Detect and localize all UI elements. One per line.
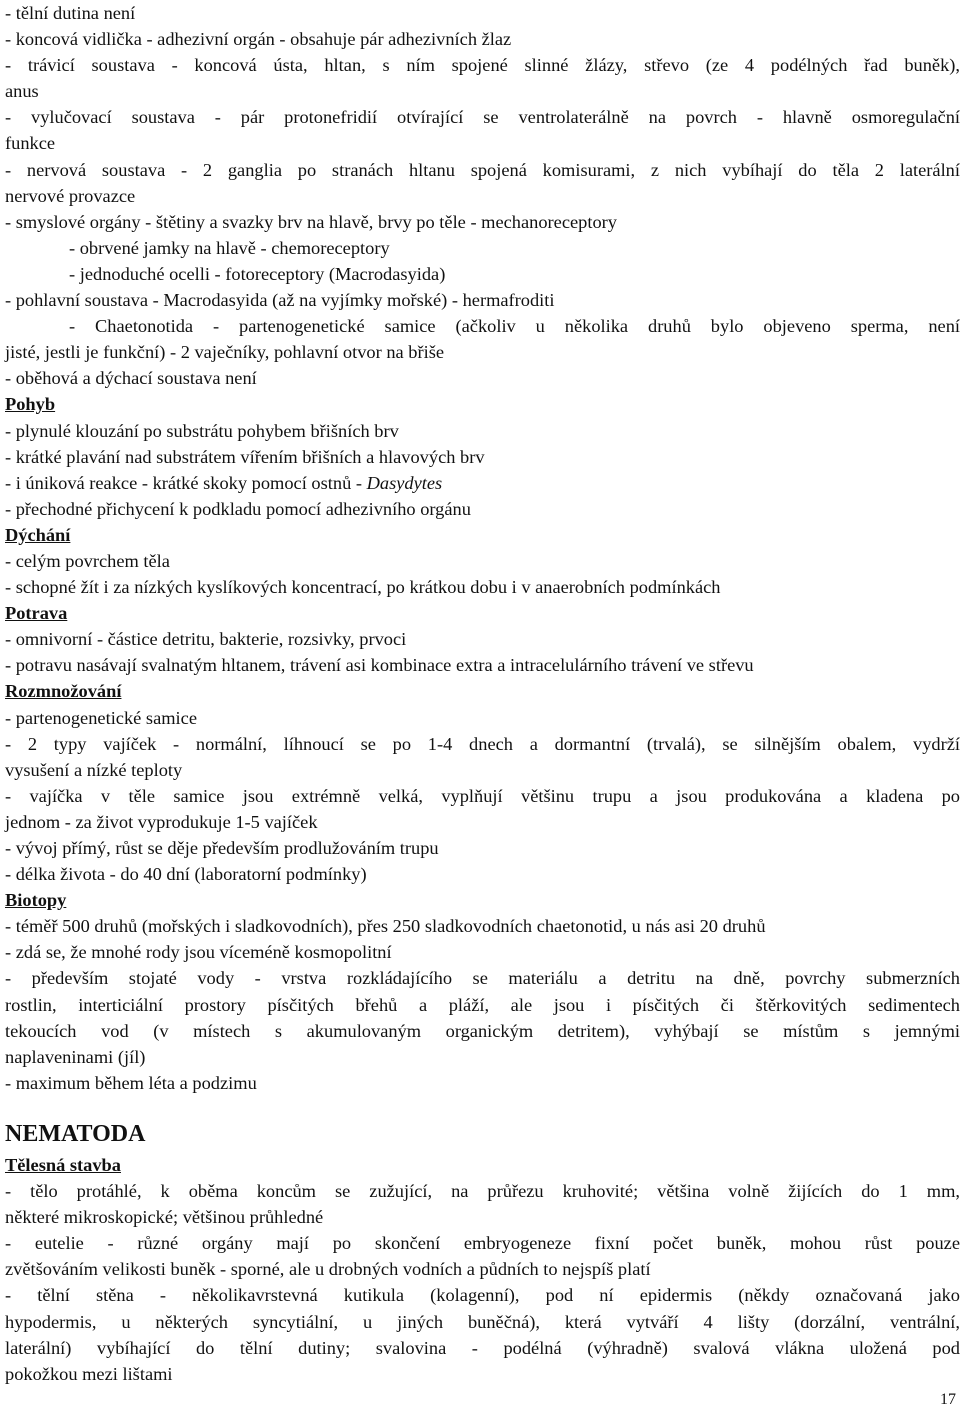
section-heading-potrava: Potrava <box>5 603 68 624</box>
text-line: - schopné žít i za nízkých kyslíkových koncentrací, po krátkou dobu i v anaerobních podmínkách <box>5 577 721 598</box>
text-line: - délka života - do 40 dní (laboratorní podmínky) <box>5 864 367 885</box>
text-line: - přechodné přichycení k podkladu pomocí adhezivního orgánu <box>5 498 471 519</box>
text-line: laterální) vybíhající do tělní dutiny; svalovina - podélná (výhradně) svalová vlákna uložená pod <box>5 1337 960 1358</box>
text-span: - i úniková reakce - krátké skoky pomocí ostnů - <box>5 472 367 493</box>
text-line: - především stojaté vody - vrstva rozkládajícího se materiálu a detritu na dně, povrchy submerzních <box>5 968 960 989</box>
text-line: - obrvené jamky na hlavě - chemoreceptory <box>69 237 390 258</box>
text-line: - potravu nasávají svalnatým hltanem, trávení asi kombinace extra a intracelulárního trávení ve střevu <box>5 655 754 676</box>
text-line: některé mikroskopické; většinou průhledné <box>5 1207 324 1228</box>
text-line: - téměř 500 druhů (mořských i sladkovodních), přes 250 sladkovodních chaetonotid, u nás asi 20 druhů <box>5 916 766 937</box>
text-line: vysušení a nízké teploty <box>5 759 183 780</box>
text-line: - vajíčka v těle samice jsou extrémně velká, vyplňují většinu trupu a jsou produkována a kladena po <box>5 785 960 806</box>
section-heading-dychani: Dýchání <box>5 524 71 545</box>
text-line: - omnivorní - částice detritu, bakterie, rozsivky, prvoci <box>5 629 407 650</box>
text-line: - trávicí soustava - koncová ústa, hltan, s ním spojené slinné žlázy, střevo (ze 4 podélných řad buněk), <box>5 55 960 76</box>
text-line: - tělo protáhlé, k oběma koncům se zužující, na průřezu kruhovité; většina volně žijících do 1 mm, <box>5 1181 960 1202</box>
text-line: pokožkou mezi lištami <box>5 1363 173 1384</box>
text-line: jisté, jestli je funkční) - 2 vaječníky, pohlavní otvor na břiše <box>5 342 445 363</box>
text-line: - vylučovací soustava - pár protonefridií otvírající se ventrolaterálně na povrch - hlavně osmoregulační <box>5 107 960 128</box>
text-line: hypodermis, u některých syncytiální, u jiných buněčná), která vytváří 4 lišty (dorzální, ventrální, <box>5 1311 960 1332</box>
text-line: - pohlavní soustava - Macrodasyida (až na vyjímky mořské) - hermafroditi <box>5 290 555 311</box>
text-line: - oběhová a dýchací soustava není <box>5 368 257 389</box>
text-line: - koncová vidlička - adhezivní orgán - obsahuje pár adhezivních žlaz <box>5 29 512 50</box>
text-line: - Chaetonotida - partenogenetické samice (ačkoliv u několika druhů bylo objeveno sperma, není <box>69 316 960 337</box>
text-line: - tělní stěna - několikavrstevná kutikula (kolagenní), pod ní epidermis (někdy označovaná jako <box>5 1285 960 1306</box>
section-heading-pohyb: Pohyb <box>5 394 56 415</box>
text-line: - celým povrchem těla <box>5 550 170 571</box>
text-line: tekoucích vod (v místech s akumulovaným organickým detritem), vyhýbají se místům s jemnými <box>5 1020 960 1041</box>
section-heading-rozmnozovani: Rozmnožování <box>5 681 122 702</box>
text-line: anus <box>5 81 39 102</box>
text-line: zvětšováním velikosti buněk - sporné, ale u drobných vodních a půdních to nejspíš platí <box>5 1259 651 1280</box>
page-number: 17 <box>940 1391 956 1408</box>
text-line: naplaveninami (jíl) <box>5 1046 146 1067</box>
text-line: - plynulé klouzání po substrátu pohybem břišních brv <box>5 420 399 441</box>
text-line <box>5 470 960 496</box>
text-line: - zdá se, že mnohé rody jsou víceméně kosmopolitní <box>5 942 392 963</box>
chapter-title: NEMATODA <box>5 1120 146 1147</box>
document-page <box>5 0 960 1387</box>
text-line: - tělní dutina není <box>5 3 136 23</box>
text-line: - partenogenetické samice <box>5 707 197 728</box>
text-line: funkce <box>5 133 56 154</box>
text-line: - krátké plavání nad substrátem vířením břišních a hlavových brv <box>5 446 485 467</box>
text-line: nervové provazce <box>5 185 136 206</box>
text-line: jednom - za život vyprodukuje 1-5 vajíček <box>5 811 318 832</box>
text-line: - smyslové orgány - štětiny a svazky brv na hlavě, brvy po těle - mechanoreceptory <box>5 211 617 232</box>
text-line: - 2 typy vajíček - normální, líhnoucí se po 1-4 dnech a dormantní (trvalá), se silnějším obalem, vydrží <box>5 733 960 754</box>
text-line: - eutelie - různé orgány mají po skončení embryogeneze fixní počet buněk, mohou růst pouze <box>5 1233 960 1254</box>
text-line: - jednoduché ocelli - fotoreceptory (Macrodasyida) <box>69 263 446 284</box>
section-heading-biotopy: Biotopy <box>5 890 67 911</box>
genus-name: Dasydytes <box>366 472 443 493</box>
text-line: - vývoj přímý, růst se děje především prodlužováním trupu <box>5 838 439 858</box>
text-line: - nervová soustava - 2 ganglia po stranách hltanu spojená komisurami, z nich vybíhají do těla 2 laterální <box>5 159 960 180</box>
section-heading-telesna-stavba: Tělesná stavba <box>5 1154 121 1175</box>
text-line: - maximum během léta a podzimu <box>5 1072 257 1093</box>
text-line: rostlin, interticiální prostory písčitých břehů a pláží, ale jsou i písčitých či štěrkovitých sedimentech <box>5 994 960 1015</box>
